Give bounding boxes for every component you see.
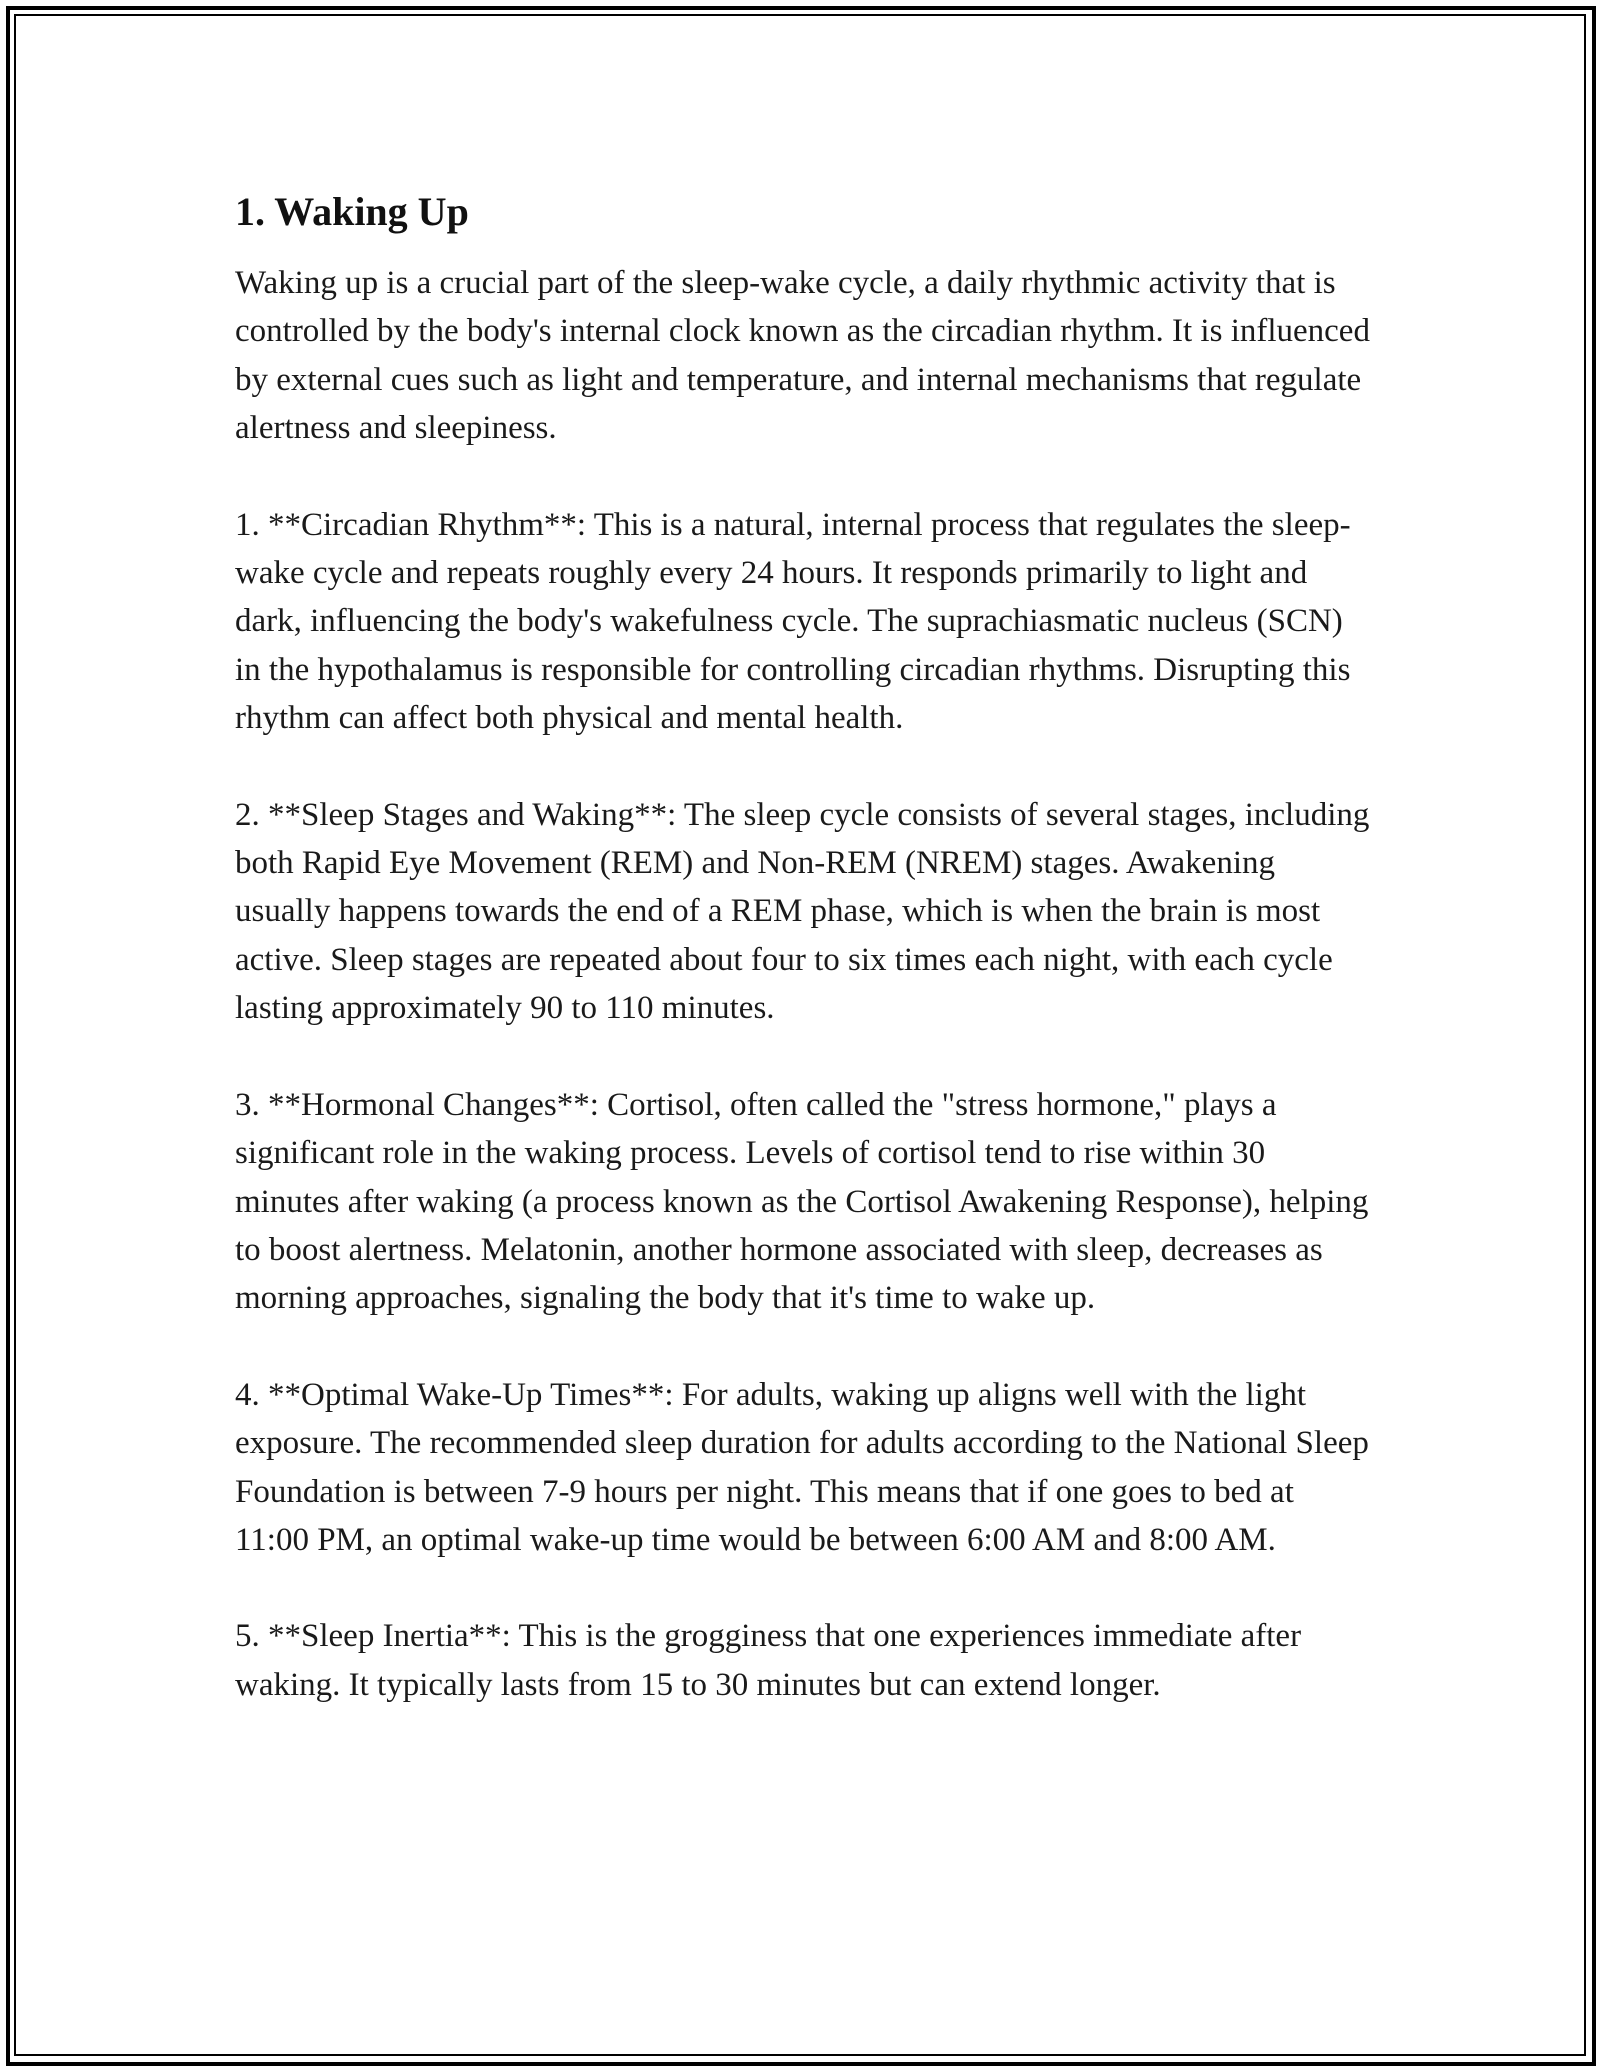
list-item-optimal-wake-up-times: 4. **Optimal Wake-Up Times**: For adults, waking up aligns well with the light exposure. The recommended sleep duration for adults according to the National Sleep Foundation is between 7-9 hours per night. This means that if one goes to bed at 11:00 PM, an optimal wake-up time would be between 6:00 AM and 8:00 AM. bbox=[235, 1376, 1369, 1558]
list-item-circadian-rhythm: 1. **Circadian Rhythm**: This is a natural, internal process that regulates the sleep-wake cycle and repeats roughly every 24 hours. It responds primarily to light and dark, influencing the body's wakefulness cycle. The suprachiasmatic nucleus (SCN) in the hypothalamus is responsible for controlling circadian rhythms. Disrupting this rhythm can affect both physical and mental health. bbox=[235, 506, 1351, 737]
list-item-hormonal-changes: 3. **Hormonal Changes**: Cortisol, often called the "stress hormone," plays a significant role in the waking process. Levels of cortisol tend to rise within 30 minutes after waking (a process known as the Cortisol Awakening Response), helping to boost alertness. Melatonin, another hormone associated with sleep, decreases as morning approaches, signaling the body that it's time to wake up. bbox=[235, 1086, 1369, 1317]
list-item-sleep-inertia: 5. **Sleep Inertia**: This is the grogginess that one experiences immediate after waking. It typically lasts from 15 to 30 minutes but can extend longer. bbox=[235, 1618, 1302, 1703]
intro-paragraph: Waking up is a crucial part of the sleep-wake cycle, a daily rhythmic activity that is controlled by the body's internal clock known as the circadian rhythm. It is influenced by external cues such as light and temperature, and internal mechanisms that regulate alertness and sleepiness. bbox=[235, 265, 1370, 447]
list-item-sleep-stages: 2. **Sleep Stages and Waking**: The sleep cycle consists of several stages, including both Rapid Eye Movement (REM) and Non-REM (NREM) stages. Awakening usually happens towards the end of a REM phase, which is when the brain is most active. Sleep stages are repeated about four to six times each night, with each cycle lasting approximately 90 to 110 minutes. bbox=[235, 796, 1370, 1027]
document-body bbox=[235, 185, 1375, 1709]
section-heading: 1. Waking Up bbox=[235, 189, 469, 234]
